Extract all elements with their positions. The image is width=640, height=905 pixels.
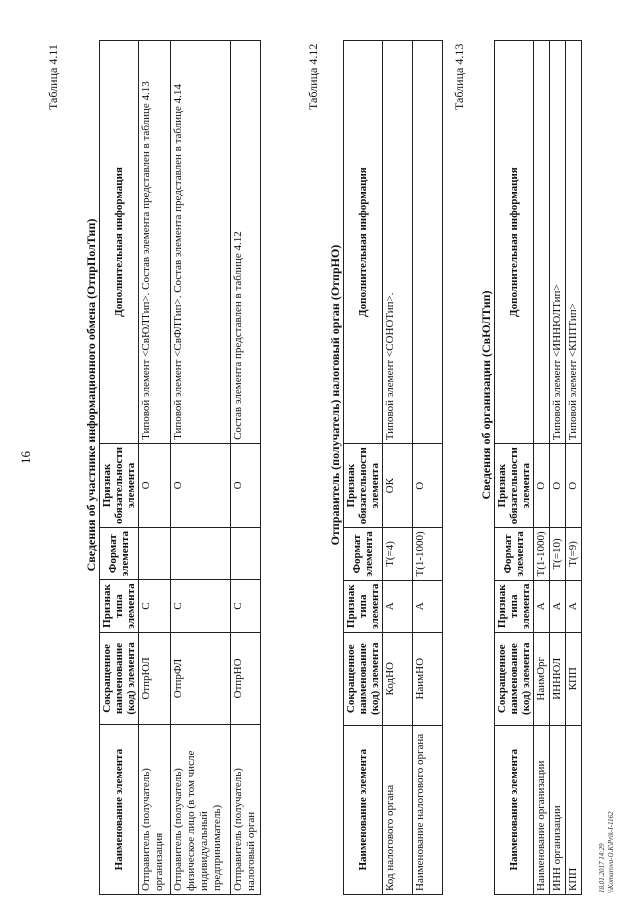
cell-info (413, 41, 443, 444)
col-header-name: Наименование элемента (100, 725, 139, 895)
cell-req: ОК (383, 444, 413, 528)
table-4-11 (99, 40, 261, 895)
cell-format: Т(=10) (550, 528, 566, 580)
cell-info: Типовой элемент <СОНОТип>. (383, 41, 413, 444)
table-label-4-11: Таблица 4.11 (46, 44, 60, 110)
col-header-name: Наименование элемента (495, 725, 534, 894)
col-header-type: Признак типа элемента (495, 580, 534, 632)
table-title-4-12: Отправитель (получатель) налоговый орган (ОтпрНО) (328, 244, 342, 546)
cell-name: Код налогового органа (383, 725, 413, 894)
col-header-format: Формат элемента (495, 528, 534, 580)
cell-code: ОтпрЮЛ (139, 632, 171, 725)
cell-name: Отправитель (получатель) физическое лицо (в том числе индивидуальный предприниматель) (171, 725, 231, 895)
cell-name: Отправитель (получатель) организация (139, 725, 171, 895)
table-row (383, 41, 413, 895)
cell-info: Типовой элемент <ИННЮЛТип> (550, 41, 566, 444)
col-header-code: Сокращенное наименование (код) элемента (495, 632, 534, 725)
cell-code: ОтпрФЛ (171, 632, 231, 725)
cell-format (139, 527, 171, 579)
table-4-12 (343, 40, 443, 895)
cell-req: О (171, 443, 231, 527)
cell-format: Т(=4) (383, 528, 413, 580)
col-header-code: Сокращенное наименование (код) элемента (344, 632, 383, 725)
cell-name: Наименование налогового органа (413, 725, 443, 894)
table-row (413, 41, 443, 895)
cell-req: О (413, 444, 443, 528)
col-header-code: Сокращенное наименование (код) элемента (100, 632, 139, 725)
col-header-info: Дополнительная информация (344, 41, 383, 444)
cell-format: Т(1-1000) (413, 528, 443, 580)
table-4-13 (494, 40, 582, 895)
cell-format: Т(1-1000) (534, 528, 550, 580)
col-header-type: Признак типа элемента (344, 580, 383, 632)
cell-info: Типовой элемент <КППТип> (566, 41, 582, 444)
cell-type: А (550, 580, 566, 632)
cell-type: С (231, 580, 261, 632)
cell-name: ИНН организации (550, 725, 566, 894)
table-row (566, 41, 582, 895)
cell-req: О (550, 444, 566, 528)
table-header-row (344, 41, 383, 895)
cell-name: Отправитель (получатель) налоговый орган (231, 725, 261, 895)
cell-name: Наименование организации (534, 725, 550, 894)
cell-req: О (139, 443, 171, 527)
page-number: 16 (18, 451, 33, 464)
cell-type: А (413, 580, 443, 632)
cell-code: НаимНО (413, 632, 443, 725)
col-header-req: Признак обязательности элемента (100, 443, 139, 527)
table-row (231, 41, 261, 895)
col-header-format: Формат элемента (100, 527, 139, 579)
cell-code: НаимОрг (534, 632, 550, 725)
cell-name: КПП (566, 725, 582, 894)
table-row (534, 41, 550, 895)
table-header-row (495, 41, 534, 895)
col-header-format: Формат элемента (344, 528, 383, 580)
cell-type: А (566, 580, 582, 632)
cell-format: Т(=9) (566, 528, 582, 580)
cell-info: Типовой элемент <СвФЛТип>. Состав элемента представлен в таблице 4.14 (171, 41, 231, 444)
table-row (550, 41, 566, 895)
table-label-4-13: Таблица 4.13 (452, 43, 466, 110)
col-header-req: Признак обязательности элемента (344, 444, 383, 528)
cell-info (534, 41, 550, 444)
stamp-date: 18.01.2017 14:29 (598, 843, 606, 893)
stamp-path: \\Komarova-O.K\Prik-I-1162 (607, 811, 615, 893)
col-header-req: Признак обязательности элемента (495, 444, 534, 528)
cell-info: Типовой элемент <СвЮЛТип>. Состав элемента представлен в таблице 4.13 (139, 41, 171, 444)
cell-info: Состав элемента представлен в таблице 4.12 (231, 41, 261, 444)
cell-code: ОтпрНО (231, 632, 261, 725)
table-label-4-12: Таблица 4.12 (306, 43, 320, 110)
cell-format (171, 527, 231, 579)
cell-req: О (566, 444, 582, 528)
cell-code: КодНО (383, 632, 413, 725)
cell-req: О (534, 444, 550, 528)
col-header-info: Дополнительная информация (100, 41, 139, 444)
cell-format (231, 527, 261, 579)
cell-type: С (139, 580, 171, 632)
table-row (139, 41, 171, 895)
cell-type: А (383, 580, 413, 632)
cell-type: А (534, 580, 550, 632)
table-row (171, 41, 231, 895)
file-stamp (598, 812, 616, 893)
table-header-row (100, 41, 139, 895)
cell-type: С (171, 580, 231, 632)
col-header-info: Дополнительная информация (495, 41, 534, 444)
table-title-4-11: Сведения об участнике информационного обмена (ОтпрПолТип) (84, 218, 98, 572)
table-title-4-13: Сведения об организации (СвЮЛТип) (479, 290, 493, 500)
cell-code: ИННЮЛ (550, 632, 566, 725)
cell-req: О (231, 443, 261, 527)
col-header-name: Наименование элемента (344, 725, 383, 894)
cell-code: КПП (566, 632, 582, 725)
col-header-type: Признак типа элемента (100, 580, 139, 632)
